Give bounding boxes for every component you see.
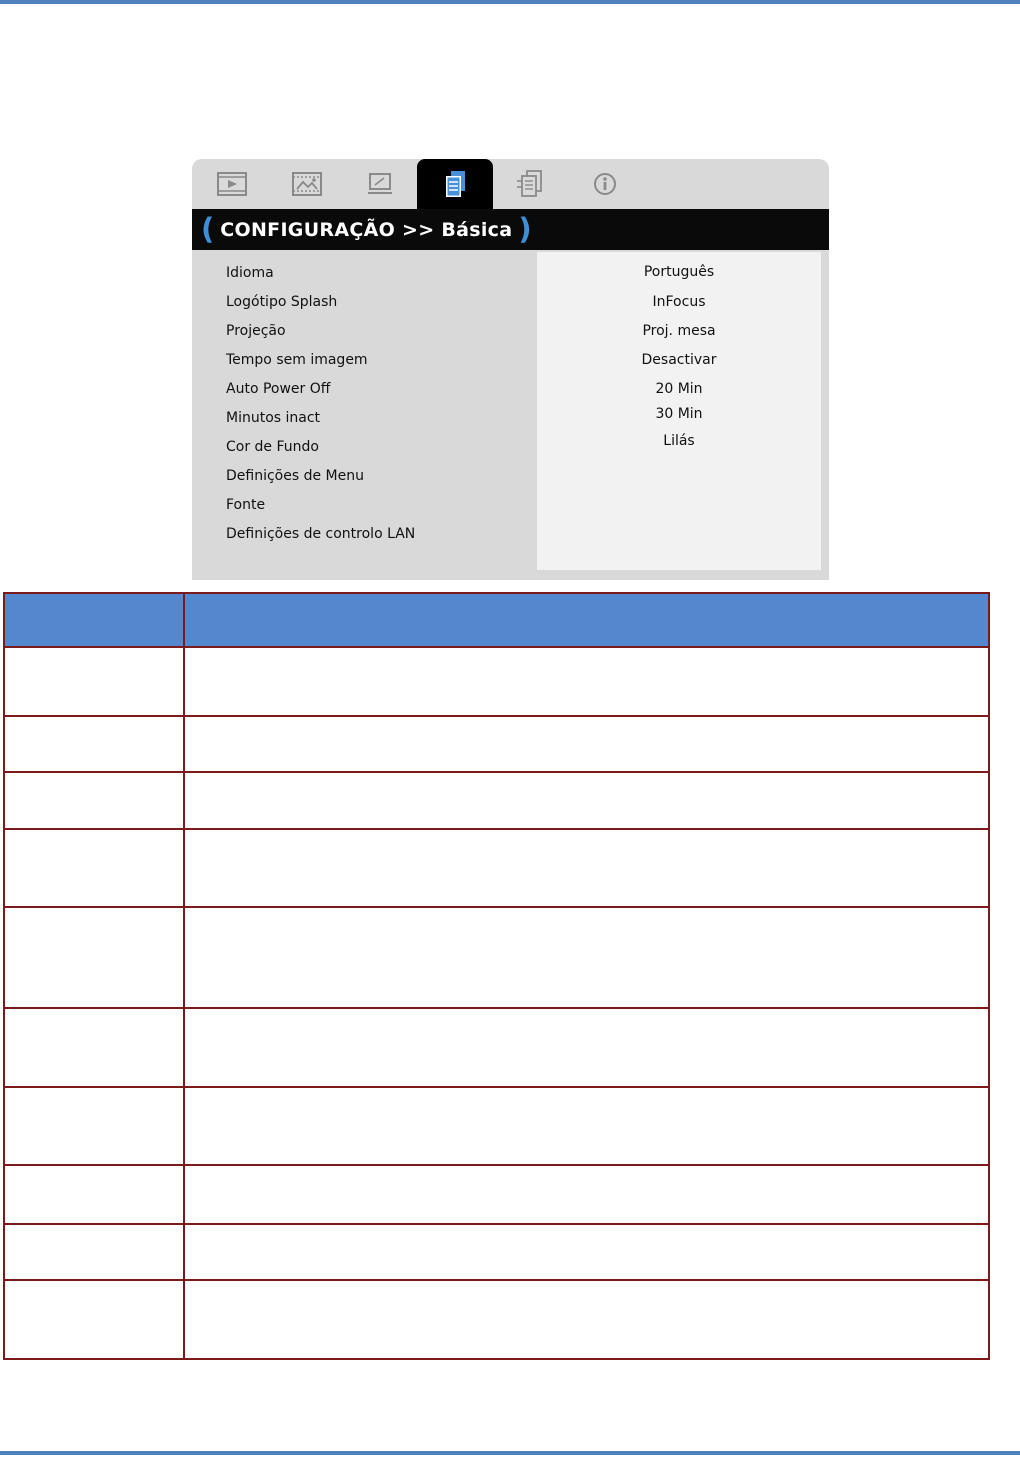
menu-item-labels	[226, 259, 415, 549]
value-blank-time[interactable]: Desactivar	[641, 352, 717, 368]
menu-item-splash-logo[interactable]: Logótipo Splash	[226, 294, 338, 310]
menu-title: CONFIGURAÇÃO >> Básica	[220, 218, 513, 241]
table-cell	[184, 1280, 989, 1359]
tab-setup-basic[interactable]	[417, 159, 493, 209]
table-row	[4, 907, 989, 1008]
value-language[interactable]: Português	[643, 264, 715, 280]
menu-item-auto-power-off[interactable]: Auto Power Off	[226, 381, 331, 397]
table-row	[4, 1008, 989, 1087]
table-row	[4, 1224, 989, 1280]
title-left-bracket: (	[201, 212, 215, 246]
table-cell	[4, 647, 184, 716]
tab-play[interactable]	[194, 159, 270, 209]
tab-setup-advanced[interactable]	[492, 159, 568, 209]
table-cell	[4, 829, 184, 907]
tab-picture[interactable]	[269, 159, 345, 209]
table-cell	[4, 716, 184, 772]
bottom-rule	[0, 1451, 1020, 1455]
display-icon	[363, 169, 397, 199]
menu-item-background-color[interactable]: Cor de Fundo	[226, 439, 319, 455]
menu-item-menu-settings[interactable]: Definições de Menu	[226, 468, 364, 484]
picture-icon	[290, 169, 324, 199]
play-icon	[215, 169, 249, 199]
value-idle-minutes[interactable]: 30 Min	[655, 406, 703, 422]
tab-info[interactable]	[567, 159, 643, 209]
value-projection[interactable]: Proj. mesa	[642, 323, 716, 339]
table-row	[4, 1280, 989, 1359]
table-cell	[4, 1008, 184, 1087]
table-cell	[4, 907, 184, 1008]
description-table	[3, 592, 990, 1360]
table-row	[4, 647, 989, 716]
table-cell	[184, 1087, 989, 1165]
setup-advanced-icon	[513, 169, 547, 199]
table-cell	[4, 1087, 184, 1165]
table-cell	[184, 829, 989, 907]
tab-display[interactable]	[342, 159, 418, 209]
table-header-row	[4, 593, 989, 647]
menu-item-lan-control[interactable]: Definições de controlo LAN	[226, 526, 416, 542]
menu-item-idle-minutes[interactable]: Minutos inact	[226, 410, 321, 426]
top-rule	[0, 0, 1020, 4]
value-background-color[interactable]: Lilás	[663, 433, 695, 449]
table-cell	[184, 716, 989, 772]
table-cell	[4, 1280, 184, 1359]
value-auto-power-off[interactable]: 20 Min	[655, 381, 703, 397]
info-icon	[588, 169, 622, 199]
menu-item-language[interactable]: Idioma	[226, 265, 274, 281]
menu-tabs	[192, 159, 829, 209]
table-cell	[184, 772, 989, 829]
table-cell	[184, 1008, 989, 1087]
table-cell	[184, 647, 989, 716]
setup-basic-icon	[438, 169, 472, 199]
menu-title-bar	[192, 209, 829, 250]
table-row	[4, 1165, 989, 1224]
menu-item-source[interactable]: Fonte	[226, 497, 266, 513]
table-row	[4, 1087, 989, 1165]
table-header-cell	[4, 593, 184, 647]
table-cell	[184, 1165, 989, 1224]
title-right-bracket: )	[518, 212, 532, 246]
menu-item-blank-time[interactable]: Tempo sem imagem	[226, 352, 368, 368]
table-cell	[184, 907, 989, 1008]
table-row	[4, 772, 989, 829]
osd-menu	[192, 159, 829, 580]
table-row	[4, 829, 989, 907]
menu-item-projection[interactable]: Projeção	[226, 323, 286, 339]
value-splash-logo[interactable]: InFocus	[652, 294, 706, 310]
table-cell	[184, 1224, 989, 1280]
table-cell	[4, 772, 184, 829]
table-cell	[4, 1224, 184, 1280]
table-header-cell	[184, 593, 989, 647]
table-cell	[4, 1165, 184, 1224]
menu-values-panel	[537, 252, 821, 570]
table-row	[4, 716, 989, 772]
